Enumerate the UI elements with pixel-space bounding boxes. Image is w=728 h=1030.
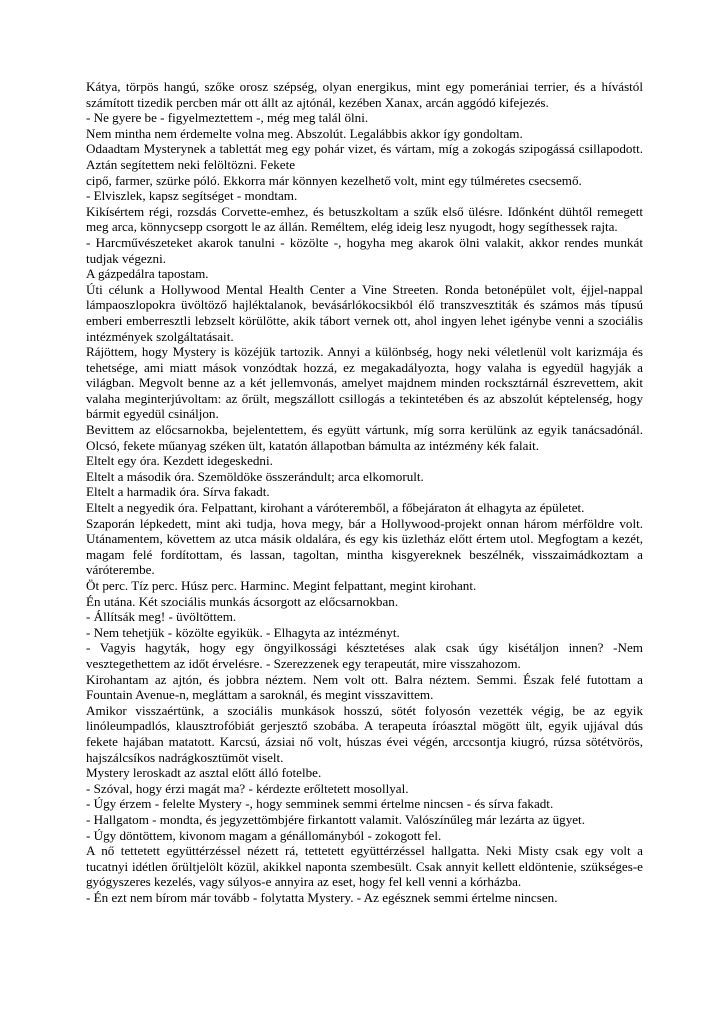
paragraph: - Ne gyere be - figyelmeztettem -, még meg talál ölni. (86, 110, 369, 126)
paragraph: - Nem tehetjük - közölte egyikük. - Elhagyta az intézményt. (86, 624, 400, 640)
paragraph: Eltelt a második óra. Szemöldöke összerándult; arca elkomorult. (86, 468, 424, 484)
paragraph: Rájöttem, hogy Mystery is közéjük tartozik. Annyi a különbség, hogy neki véletlenül volt karizmája és tehetsége, ami miatt mások vonzódtak hozzá, ez megakadályozta, hogy valaha is egyedül hagyják a világban. Megvolt benne az a két jellemvonás, amelyet majdnem minden rocksztárnál észrevettem, akit valaha meginterjúvoltam: az őrült, megszállott csillogás a tekintetében és az abszolút képtelenség, hogy bármit egyedül csináljon. (86, 344, 643, 422)
paragraph: Eltelt egy óra. Kezdett idegeskedni. (86, 453, 273, 469)
document-page (86, 79, 643, 905)
paragraph: Nem mintha nem érdemelte volna meg. Abszolút. Legalábbis akkor így gondoltam. (86, 125, 523, 141)
paragraph: - Úgy döntöttem, kivonom magam a génállományból - zokogott fel. (86, 827, 442, 843)
paragraph: Kátya, törpös hangú, szőke orosz szépség, olyan energikus, mint egy pomerániai terrier, és a hívástól számított tizedik percben már ott állt az ajtónál, kezében Xanax, arcán aggódó kifejezés. (86, 79, 643, 110)
paragraph: Szaporán lépkedett, mint aki tudja, hova megy, bár a Hollywood-projekt onnan három mérföldre volt. Utánamentem, követtem az utca másik oldalára, és egy kis üzletház előtt értem utol. Megfogtam a kezét, magam felé fordítottam, és lassan, tagoltan, mintha kisgyereknek beszélnék, visszaimádkoztam a váróterembe. (86, 515, 643, 578)
paragraph: - Szóval, hogy érzi magát ma? - kérdezte erőltetett mosollyal. (86, 780, 409, 796)
paragraph: - Hallgatom - mondta, és jegyzettömbjére firkantott valamit. Valószínűleg már lezárta az ügyet. (86, 811, 585, 827)
paragraph: - Én ezt nem bírom már tovább - folytatta Mystery. - Az egésznek semmi értelme nincsen. (86, 889, 558, 905)
paragraph: A gázpedálra tapostam. (86, 266, 209, 282)
paragraph: - Vagyis hagyták, hogy egy öngyilkossági késztetéses alak csak úgy kisétáljon innen? -Nem vesztegethettem az időt érvelésre. - Szerezzenek egy terapeutát, mire visszahozom. (86, 640, 643, 671)
paragraph: Mystery leroskadt az asztal előtt álló fotelbe. (86, 765, 322, 781)
paragraph: Eltelt a harmadik óra. Sírva fakadt. (86, 484, 270, 500)
paragraph: - Állítsák meg! - üvöltöttem. (86, 609, 237, 625)
paragraph: Én utána. Két szociális munkás ácsorgott az előcsarnokban. (86, 593, 399, 609)
paragraph: Kirohantam az ajtón, és jobbra néztem. Nem volt ott. Balra néztem. Semmi. Észak felé futottam a Fountain Avenue-n, megláttam a saroknál, és megint visszavittem. (86, 671, 643, 703)
paragraph: A nő tettetett együttérzéssel nézett rá, tettetett együttérzéssel hallgatta. Neki Misty csak egy volt a tucatnyi idétlen őrültjelölt közül, akikkel naponta szembesült. Csak annyit kellett eldöntenie, szükséges-e gyógyszeres kezelés, vagy súlyos-e annyira az eset, hogy fel kell venni a kórházba. (86, 843, 643, 890)
paragraph: Kikísértem régi, rozsdás Corvette-emhez, és betuszkoltam a szűk első ülésre. Időnként dühtől remegett meg arca, könnycsepp csorgott le az állán. Reméltem, elég ideig lesz nyugodt, hogy segíthessek rajta. (86, 203, 643, 235)
paragraph: Amikor visszaértünk, a szociális munkások hosszú, sötét folyosón vezették végig, be az egyik linóleumpadlós, klausztrofóbiát gerjesztő szobába. A terapeuta íróasztal mögött ült, egyik ujjával dús fekete hajában matatott. Karcsú, ázsiai nő volt, húszas évei végén, arccsontja kiugró, rúzsa sötétvörös, hajszálcsíkos nadrágkosztümöt viselt. (86, 702, 643, 765)
paragraph: - Úgy érzem - felelte Mystery -, hogy semminek semmi értelme nincsen - és sírva fakadt. (86, 796, 554, 812)
paragraph: Eltelt a negyedik óra. Felpattant, kirohant a váróteremből, a főbejáraton át elhagyta az épületet. (86, 500, 585, 516)
paragraph: Odaadtam Mysterynek a tablettát meg egy pohár vizet, és vártam, míg a zokogás szipogássá csillapodott. Aztán segítettem neki felöltözni. Fekete (86, 141, 643, 172)
paragraph: cipő, farmer, szürke póló. Ekkorra már könnyen kezelhető volt, mint egy túlméretes csecsemő. (86, 172, 582, 188)
paragraph: - Harcművészeteket akarok tanulni - közölte -, hogyha meg akarok ölni valakit, akkor rendes munkát tudjak végezni. (86, 234, 643, 266)
paragraph: Úti célunk a Hollywood Mental Health Center a Vine Streeten. Ronda betonépület volt, éjjel-nappal lámpaoszlopokra üvöltöző hajléktalanok, bevásárlókocsikból élő transzvesztiták és számos más típusú emberi emberresztli lebzselt körülötte, akik tábort vernek ott, ahol ingyen lehet igénybe venni a szociális intézmények szolgáltatásait. (86, 281, 643, 344)
paragraph: Bevittem az előcsarnokba, bejelentettem, és együtt vártunk, míg sorra kerülünk az egyik tanácsadónál. Olcsó, fekete műanyag széken ült, katatón állapotban bámulta az intézmény kék falait. (86, 422, 643, 453)
paragraph: - Elviszlek, kapsz segítséget - mondtam. (86, 188, 298, 204)
paragraph: Öt perc. Tíz perc. Húsz perc. Harminc. Megint felpattant, megint kirohant. (86, 578, 477, 593)
